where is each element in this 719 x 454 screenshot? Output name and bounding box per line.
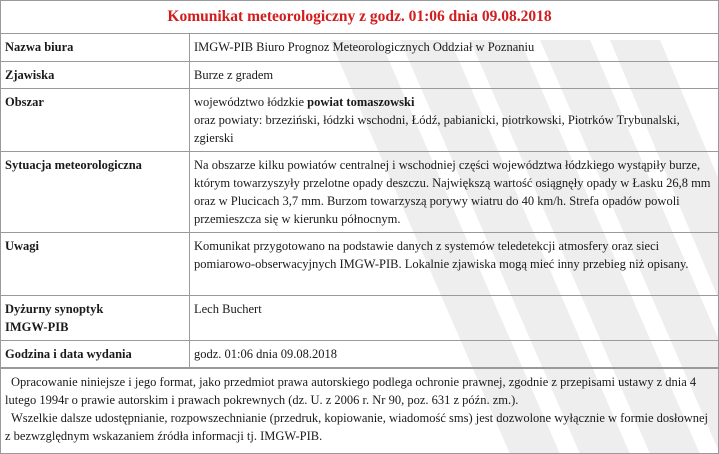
area-label: Obszar bbox=[1, 88, 190, 151]
office-label: Nazwa biura bbox=[1, 34, 190, 61]
row-phenomena bbox=[1, 61, 718, 88]
bulletin-table bbox=[1, 34, 718, 368]
row-area bbox=[1, 88, 718, 151]
forecaster-label bbox=[1, 295, 190, 340]
issued-label: Godzina i data wydania bbox=[1, 340, 190, 367]
area-voivodeship: województwo łódzkie bbox=[194, 94, 308, 109]
office-value: IMGW-PIB Biuro Prognoz Meteorologicznych Oddział w Poznaniu bbox=[190, 34, 719, 61]
forecaster-value: Lech Buchert bbox=[190, 295, 719, 340]
phenomena-label: Zjawiska bbox=[1, 61, 190, 88]
copyright-note bbox=[1, 368, 718, 445]
row-issued bbox=[1, 340, 718, 367]
phenomena-value: Burze z gradem bbox=[190, 61, 719, 88]
forecaster-label-line1: Dyżurny synoptyk bbox=[5, 301, 104, 316]
area-value bbox=[190, 88, 719, 151]
remarks-value: Komunikat przygotowano na podstawie danych z systemów teledetekcji atmosfery oraz sieci pomiarowo-obserwacyjnych IMGW-PIB. Lokalnie zjawiska mogą mieć inny przebieg niż opisany. bbox=[190, 232, 719, 295]
row-remarks bbox=[1, 232, 718, 295]
bulletin-title: Komunikat meteorologiczny z godz. 01:06 dnia 09.08.2018 bbox=[1, 1, 718, 34]
row-situation bbox=[1, 151, 718, 232]
area-main-county: powiat tomaszowski bbox=[307, 94, 415, 109]
situation-label: Sytuacja meteorologiczna bbox=[1, 151, 190, 232]
area-other-counties: oraz powiaty: brzeziński, łódzki wschodni, Łódź, pabianicki, piotrkowski, Piotrków Trybunalski, zgierski bbox=[194, 112, 680, 145]
forecaster-label-line2: IMGW-PIB bbox=[5, 319, 69, 334]
row-forecaster bbox=[1, 295, 718, 340]
issued-value: godz. 01:06 dnia 09.08.2018 bbox=[190, 340, 719, 367]
remarks-label: Uwagi bbox=[1, 232, 190, 295]
copyright-paragraph-1: Opracowanie niniejsze i jego format, jako przedmiot prawa autorskiego podlega ochronie prawnej, zgodnie z przepisami ustawy z dnia 4 lutego 1994r o prawie autorskim i prawach pokrewnych (dz. U. z 2006 r. Nr 90, poz. 631 z późn. zm.). bbox=[5, 374, 697, 407]
situation-value: Na obszarze kilku powiatów centralnej i wschodniej części województwa łódzkiego wystąpiły burze, którym towarzyszyły przelotne opady deszczu. Największą wartość osiągnęły opady w Łasku 26,8 mm oraz w Plucicach 3,7 mm. Burzom towarzyszą porywy wiatru do 40 km/h. Strefa opadów powoli przemieszcza się w kierunku północnym. bbox=[190, 151, 719, 232]
copyright-paragraph-2: Wszelkie dalsze udostępnianie, rozpowszechnianie (przedruk, kopiowanie, wiadomość sms) jest dozwolone wyłącznie w formie dosłownej z bezwzględnym wskazaniem źródła informacji tj. IMGW-PIB. bbox=[5, 410, 709, 443]
row-office bbox=[1, 34, 718, 61]
